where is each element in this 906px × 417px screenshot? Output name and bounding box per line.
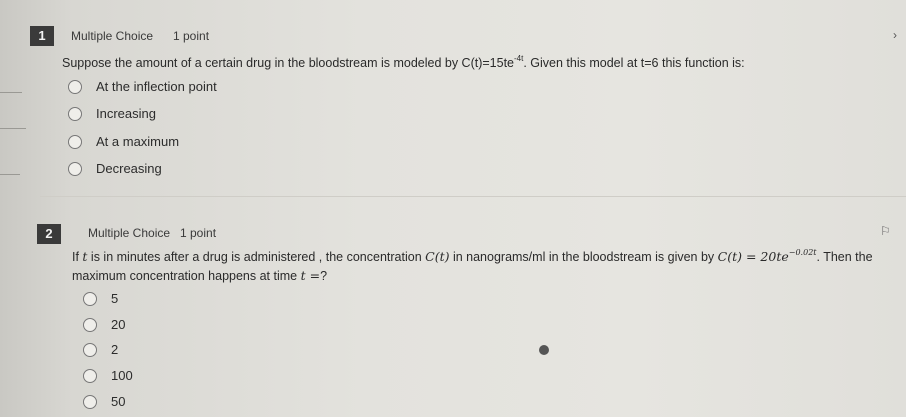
option-label: 20 [111, 317, 126, 332]
option-label: 5 [111, 291, 119, 306]
option-label: 100 [111, 368, 133, 383]
question-text-line2: maximum concentration happens at time t =? [72, 268, 328, 283]
option-label: Decreasing [96, 161, 162, 176]
option-2[interactable] [83, 342, 118, 357]
radio-button[interactable] [68, 80, 82, 94]
question-points: 1 point [173, 29, 210, 43]
option-label: At the inflection point [96, 79, 217, 94]
option-at-maximum[interactable] [68, 134, 179, 149]
option-100[interactable] [83, 368, 133, 383]
edge-line [0, 92, 22, 93]
question-number: 2 [37, 224, 61, 244]
radio-button[interactable] [68, 162, 82, 176]
flag-icon[interactable]: ⚐ [880, 224, 891, 238]
question-divider [40, 196, 906, 197]
radio-button[interactable] [83, 318, 97, 332]
question-type: Multiple Choice [88, 226, 171, 240]
edge-line [0, 174, 20, 175]
question-text-line1: If t is in minutes after a drug is administered , the concentration C(t) in nanograms/ml in the bloodstream is given by $C(t) = 20te^{-0.02t}$. Then the [72, 248, 873, 264]
question-text: Suppose the amount of a certain drug in the bloodstream is modeled by $C(t)=15te^{-4t}$. Given this model at t=6 this function is: [62, 54, 745, 70]
radio-button[interactable] [83, 292, 97, 306]
edge-line [0, 128, 26, 129]
option-increasing[interactable] [68, 106, 156, 121]
flag-icon[interactable]: › [893, 28, 897, 42]
radio-button[interactable] [83, 369, 97, 383]
option-label: 50 [111, 394, 126, 409]
option-at-inflection-point[interactable] [68, 79, 217, 94]
question-points: 1 point [180, 226, 217, 240]
option-label: 2 [111, 342, 119, 357]
pointer-dot [539, 345, 549, 355]
option-50[interactable] [83, 394, 125, 409]
radio-button[interactable] [68, 107, 82, 121]
option-5[interactable] [83, 291, 118, 306]
option-decreasing[interactable] [68, 161, 162, 176]
radio-button[interactable] [68, 135, 82, 149]
option-20[interactable] [83, 317, 125, 332]
option-label: At a maximum [96, 134, 180, 149]
option-label: Increasing [96, 106, 156, 121]
question-number: 1 [30, 26, 54, 46]
question-type: Multiple Choice [71, 29, 154, 43]
radio-button[interactable] [83, 343, 97, 357]
radio-button[interactable] [83, 395, 97, 409]
